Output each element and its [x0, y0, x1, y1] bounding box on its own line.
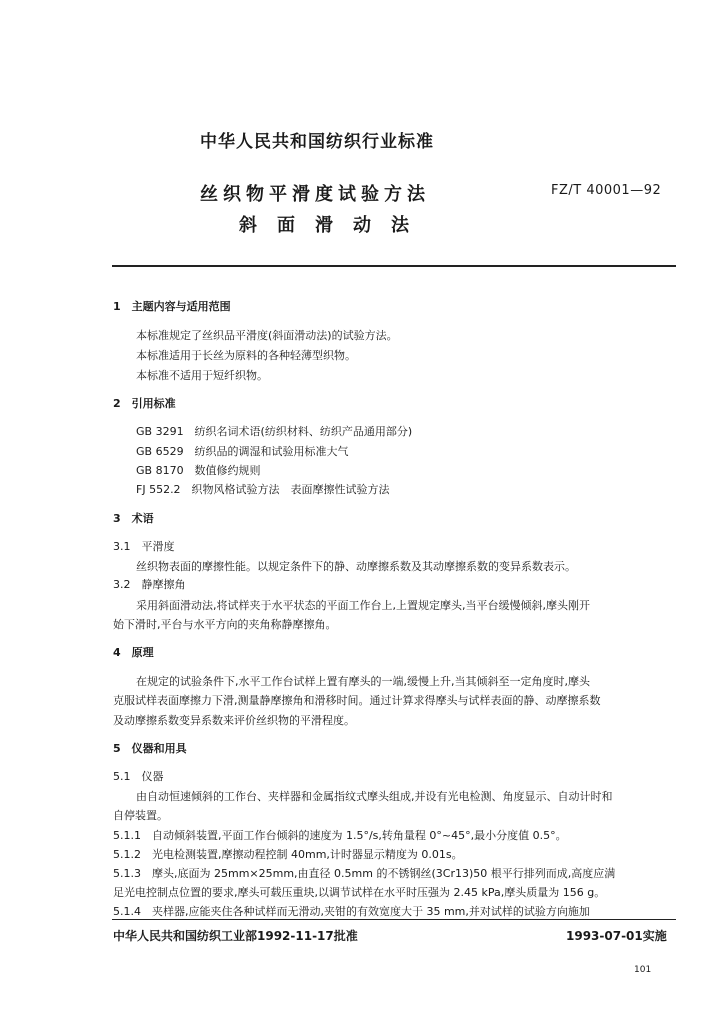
- footer-rule: [112, 919, 676, 920]
- subsection-5-1-text: 由自动恒速倾斜的工作台、夹样器和金属指纹式摩头组成,并设有光电检测、角度显示、自动计时和: [136, 790, 613, 803]
- clause-5-1-1: 5.1.1 自动倾斜装置,平面工作台倾斜的速度为 1.5°/s,转角量程 0°~45°,最小分度值 0.5°。: [113, 829, 567, 842]
- page-number: 101: [634, 965, 652, 975]
- subsection-3-1-text: 丝织物表面的摩擦性能。以规定条件下的静、动摩擦系数及其动摩擦系数的变异系数表示。: [136, 560, 576, 573]
- standard-number: FZ/T 40001—92: [551, 183, 662, 198]
- clause-5-1-3: 足光电控制点位置的要求,摩头可载压重块,以调节试样在水平时压强为 2.45 kPa,摩头质量为 156 g。: [113, 886, 606, 899]
- section-1-heading: 1 主题内容与适用范围: [113, 300, 231, 313]
- section-4-heading: 4 原理: [113, 646, 154, 659]
- subsection-3-1-heading: 3.1 平滑度: [113, 540, 175, 553]
- clause-5-1-3: 5.1.3 摩头,底面为 25mm×25mm,由直径 0.5mm 的不锈钢丝(3Cr13)50 根平行排列而成,高度应满: [113, 867, 616, 880]
- section-5-heading: 5 仪器和用具: [113, 742, 187, 755]
- section-4-paragraph: 在规定的试验条件下,水平工作台试样上置有摩头的一端,缓慢上升,当其倾斜至一定角度时,摩头: [136, 675, 590, 688]
- approval-line: 中华人民共和国纺织工业部1992-11-17批准: [113, 929, 358, 943]
- section-3-heading: 3 术语: [113, 512, 154, 525]
- section-4-paragraph: 克服试样表面摩擦力下滑,测量静摩擦角和滑移时间。通过计算求得摩头与试样表面的静、动摩擦系数: [113, 694, 601, 707]
- subsection-3-2-text: 始下滑时,平台与水平方向的夹角称静摩擦角。: [113, 618, 337, 631]
- subsection-5-1-heading: 5.1 仪器: [113, 770, 164, 783]
- reference-item: GB 3291 纺织名词术语(纺织材料、纺织产品通用部分): [136, 425, 413, 438]
- reference-item: FJ 552.2 织物风格试验方法 表面摩擦性试验方法: [136, 483, 390, 496]
- standard-category-title: 中华人民共和国纺织行业标准: [200, 132, 434, 152]
- section-1-paragraph: 本标准不适用于短纤织物。: [136, 369, 268, 382]
- document-subtitle: 斜面滑动法: [239, 215, 429, 236]
- reference-item: GB 8170 数值修约规则: [136, 464, 261, 477]
- clause-5-1-4: 5.1.4 夹样器,应能夹住各种试样而无滑动,夹钳的有效宽度大于 35 mm,并对试样的试验方向施加: [113, 905, 590, 918]
- subsection-5-1-text: 自停装置。: [113, 809, 168, 822]
- section-2-heading: 2 引用标准: [113, 397, 176, 410]
- effective-date: 1993-07-01实施: [566, 929, 667, 943]
- section-4-paragraph: 及动摩擦系数变异系数来评价丝织物的平滑程度。: [113, 714, 355, 727]
- reference-item: GB 6529 纺织品的调湿和试验用标准大气: [136, 445, 349, 458]
- document-title: 丝织物平滑度试验方法: [200, 184, 430, 205]
- subsection-3-2-heading: 3.2 静摩擦角: [113, 578, 186, 591]
- section-1-paragraph: 本标准适用于长丝为原料的各种轻薄型织物。: [136, 349, 356, 362]
- section-1-paragraph: 本标准规定了丝织品平滑度(斜面滑动法)的试验方法。: [136, 329, 398, 342]
- clause-5-1-2: 5.1.2 光电检测装置,摩擦动程控制 40mm,计时器显示精度为 0.01s。: [113, 848, 463, 861]
- header-rule: [112, 265, 676, 267]
- subsection-3-2-text: 采用斜面滑动法,将试样夹于水平状态的平面工作台上,上置规定摩头,当平台缓慢倾斜,摩头刚开: [136, 599, 590, 612]
